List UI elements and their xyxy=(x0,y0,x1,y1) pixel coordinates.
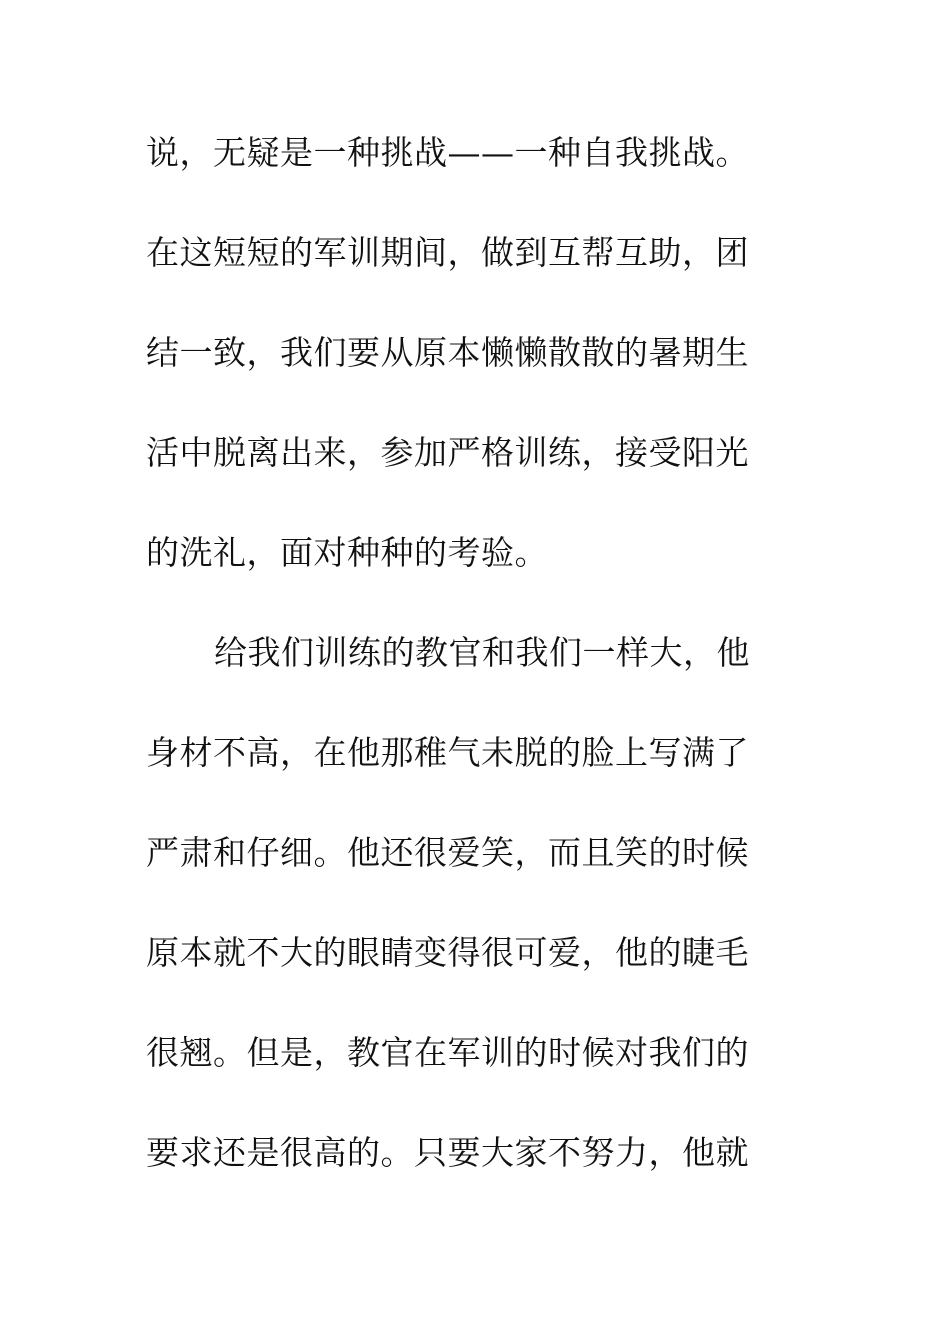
text-line: 在这短短的军训期间，做到互帮互助，团 xyxy=(146,233,749,272)
text-line: 的洗礼，面对种种的考验。 xyxy=(146,533,548,572)
text-line: 给我们训练的教官和我们一样大，他 xyxy=(214,633,750,672)
text-line: 原本就不大的眼睛变得很可爱，他的睫毛 xyxy=(146,933,749,972)
text-line: 很翘。但是，教官在军训的时候对我们的 xyxy=(146,1033,749,1072)
text-line: 身材不高，在他那稚气未脱的脸上写满了 xyxy=(146,733,749,772)
text-line: 活中脱离出来，参加严格训练，接受阳光 xyxy=(146,433,749,472)
text-line: 说，无疑是一种挑战——一种自我挑战。 xyxy=(146,133,749,172)
text-line: 要求还是很高的。只要大家不努力，他就 xyxy=(146,1133,749,1172)
text-line: 严肃和仔细。他还很爱笑，而且笑的时候 xyxy=(146,833,749,872)
text-line: 结一致，我们要从原本懒懒散散的暑期生 xyxy=(146,333,749,372)
